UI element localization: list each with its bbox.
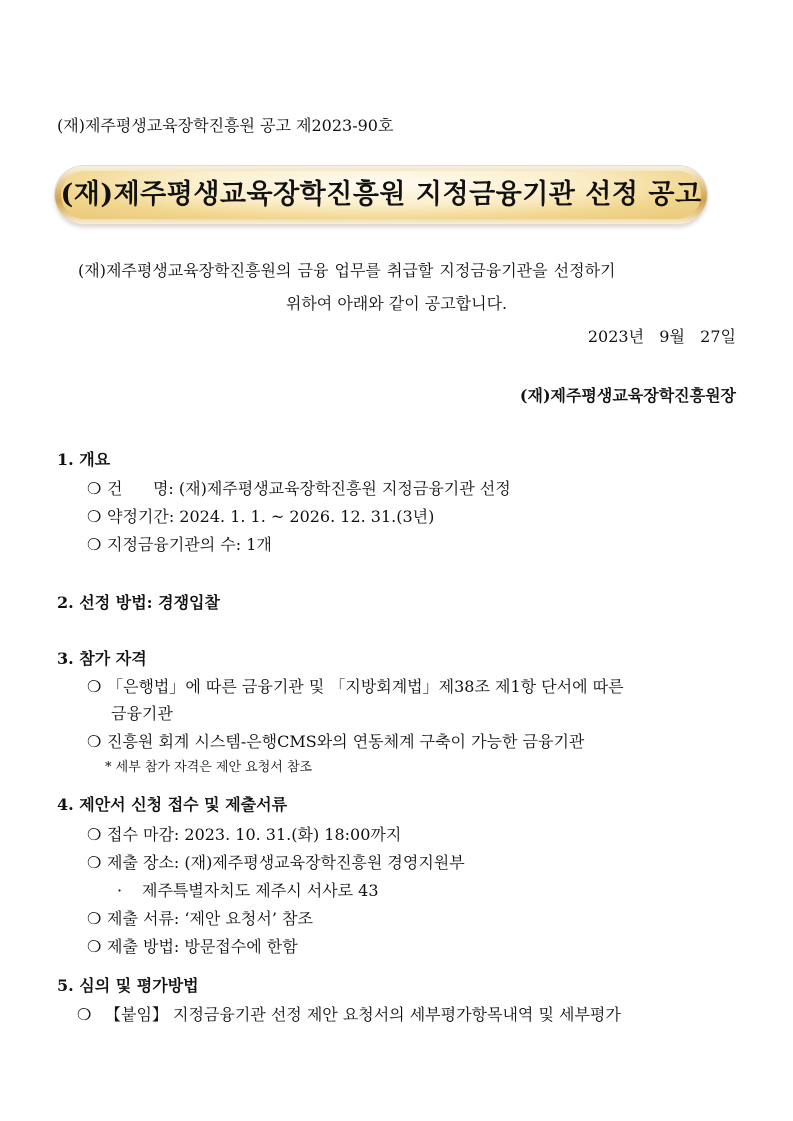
s3-item-2 [87, 729, 584, 752]
circle-bullet-icon: ❍ [87, 825, 102, 844]
circle-bullet-icon: ❍ [87, 853, 102, 872]
s3-note: * 세부 참가 자격은 제안 요청서 참조 [105, 760, 313, 775]
s3-item-1-continued: 금융기관 [111, 704, 173, 723]
s4-item-4 [87, 934, 298, 957]
issuer-name: (재)제주평생교육장학진흥원장 [519, 386, 736, 405]
s4-item-2-sub [117, 878, 379, 901]
notice-date: 2023년 9월 27일 [587, 327, 736, 346]
section-3-heading: 3. 참가 자격 [57, 649, 147, 668]
intro-line-2: 위하여 아래와 같이 공고합니다. [285, 294, 508, 313]
s4-item-3-text: 제출 서류: ‘제안 요청서’ 참조 [107, 909, 313, 928]
section-4-heading: 4. 제안서 신청 접수 및 제출서류 [57, 795, 288, 814]
s1-item-2-text: 약정기간: 2024. 1. 1. ~ 2026. 12. 31.(3년) [107, 507, 435, 526]
s1-item-2 [87, 504, 434, 527]
s1-item-3 [87, 532, 272, 555]
s5-item-1 [77, 1002, 621, 1025]
s5-item-1-text: 【붙임】 지정금융기관 선정 제안 요청서의 세부평가항목내역 및 세부평가 [105, 1005, 621, 1024]
circle-bullet-icon: ❍ [87, 937, 102, 956]
s4-item-3 [87, 906, 313, 929]
circle-bullet-icon: ❍ [87, 507, 102, 526]
circle-bullet-icon: ❍ [87, 535, 102, 554]
s4-item-4-text: 제출 방법: 방문접수에 한함 [107, 937, 298, 956]
s3-item-1-text: 「은행법」에 따른 금융기관 및 「지방회계법」제38조 제1항 단서에 따른 [107, 677, 624, 696]
s1-item-3-text: 지정금융기관의 수: 1개 [107, 535, 272, 554]
s1-item-1 [87, 476, 511, 499]
circle-bullet-icon: ❍ [87, 732, 102, 751]
circle-bullet-icon: ❍ [77, 1005, 92, 1024]
s3-item-2-text: 진흥원 회계 시스템-은행CMS와의 연동체계 구축이 가능한 금융기관 [107, 732, 585, 751]
s3-item-1 [87, 674, 624, 697]
s4-item-2-text: 제출 장소: (재)제주평생교육장학진흥원 경영지원부 [107, 853, 465, 872]
circle-bullet-icon: ❍ [87, 677, 102, 696]
s4-item-1-text: 접수 마감: 2023. 10. 31.(화) 18:00까지 [107, 825, 402, 844]
title-banner [55, 166, 707, 224]
section-1-heading: 1. 개요 [57, 450, 111, 469]
s1-item-1-text: 건 명: (재)제주평생교육장학진흥원 지정금융기관 선정 [107, 479, 511, 498]
page-title: (재)제주평생교육장학진흥원 지정금융기관 선정 공고 [60, 179, 702, 210]
circle-bullet-icon: ❍ [87, 479, 102, 498]
s4-item-2 [87, 850, 465, 873]
section-2-heading: 2. 선정 방법: 경쟁입찰 [57, 593, 220, 612]
s4-item-1 [87, 822, 401, 845]
circle-bullet-icon: ❍ [87, 909, 102, 928]
notice-number: (재)제주평생교육장학진흥원 공고 제2023-90호 [57, 116, 394, 135]
s4-item-2-sub-text: 제주특별자치도 제주시 서사로 43 [142, 881, 379, 900]
middle-dot-icon: · [117, 881, 123, 900]
intro-line-1: (재)제주평생교육장학진흥원의 금융 업무를 취급할 지정금융기관을 선정하기 [78, 261, 616, 280]
section-5-heading: 5. 심의 및 평가방법 [57, 976, 199, 995]
